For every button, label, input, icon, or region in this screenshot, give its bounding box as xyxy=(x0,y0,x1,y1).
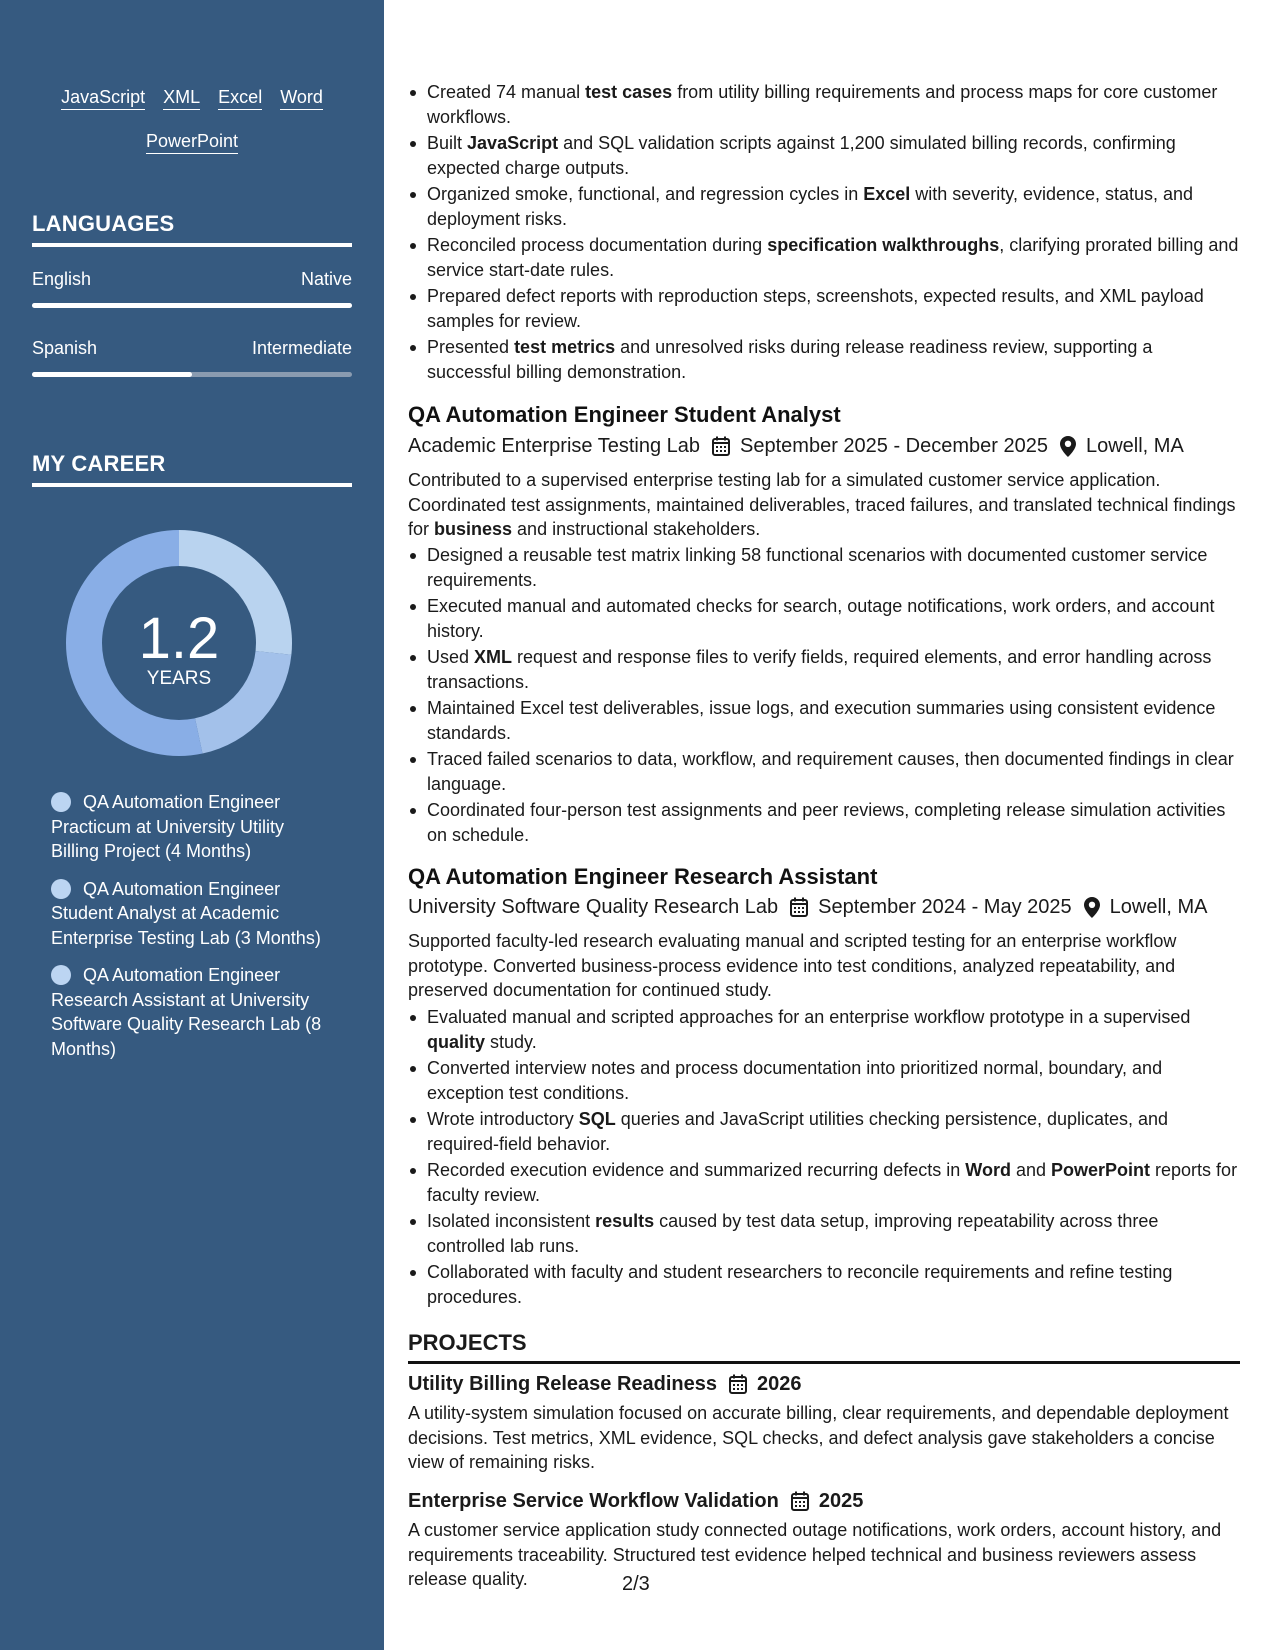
language-row xyxy=(32,337,352,377)
job-dates: September 2024 - May 2025 xyxy=(818,896,1072,918)
skill-link[interactable]: PowerPoint xyxy=(146,130,238,154)
skills-list xyxy=(32,86,352,154)
list-item: Executed manual and automated checks for search, outage notifications, work orders, and account history. xyxy=(408,594,1240,643)
intro-bullet-list xyxy=(408,80,1240,386)
list-item: Maintained Excel test deliverables, issue logs, and execution summaries using consistent evidence standards. xyxy=(408,696,1240,745)
calendar-icon xyxy=(790,897,808,917)
job-dates: September 2025 - December 2025 xyxy=(740,435,1048,457)
language-bar-fill xyxy=(32,303,352,308)
list-item: Prepared defect reports with reproduction steps, screenshots, expected results, and XML payload samples for review. xyxy=(408,284,1240,333)
calendar-icon xyxy=(791,1491,809,1511)
career-years-unit: YEARS xyxy=(146,668,212,689)
project-year: 2026 xyxy=(757,1373,802,1395)
list-item: Created 74 manual test cases from utility billing requirements and process maps for core customer workflows. xyxy=(408,80,1240,129)
page-number: 2/3 xyxy=(622,1573,650,1595)
bullet-dot-icon xyxy=(51,879,71,899)
list-item: Designed a reusable test matrix linking 58 functional scenarios with documented customer service requirements. xyxy=(408,543,1240,592)
list-item: Traced failed scenarios to data, workflow, and requirement causes, then documented findings in clear language. xyxy=(408,747,1240,796)
job-organization: Academic Enterprise Testing Lab xyxy=(408,435,701,457)
location-pin-icon xyxy=(1060,436,1076,457)
skill-link[interactable]: JavaScript xyxy=(61,86,145,110)
project-description: A customer service application study connected outage notifications, work orders, account history, and requirements traceability. Structured test evidence helped technical and business reviewers assess release quality. xyxy=(408,1520,1222,1589)
list-item: Coordinated four-person test assignments and peer reviews, completing release simulation activities on schedule. xyxy=(408,798,1240,847)
bullet-dot-icon xyxy=(51,792,71,812)
language-name: English xyxy=(32,269,92,289)
bullet-dot-icon xyxy=(51,965,71,985)
project-title: Utility Billing Release Readiness 2026 xyxy=(408,1373,802,1395)
languages-heading: LANGUAGES xyxy=(32,211,352,247)
list-item: Recorded execution evidence and summarized recurring defects in Word and PowerPoint reports for faculty review. xyxy=(408,1158,1240,1207)
list-item: Used XML request and response files to verify fields, required elements, and error handling across transactions. xyxy=(408,645,1240,694)
job-location: Lowell, MA xyxy=(1109,896,1208,918)
project-description: A utility-system simulation focused on accurate billing, clear requirements, and dependable deployment decisions. Test metrics, XML evidence, SQL checks, and defect analysis gave stakeholders a concise view of remaining risks. xyxy=(408,1403,1229,1472)
career-item: QA Automation Engineer Research Assistant at University Software Quality Research Lab (8 Months) xyxy=(51,965,322,1059)
project-title: Enterprise Service Workflow Validation 2025 xyxy=(408,1490,864,1512)
job-bullet-list xyxy=(408,543,1240,849)
list-item: Built JavaScript and SQL validation scripts against 1,200 simulated billing records, confirming expected charge outputs. xyxy=(408,131,1240,180)
skill-link[interactable]: Excel xyxy=(218,86,262,110)
language-level: Intermediate xyxy=(251,338,352,358)
job-summary: Supported faculty-led research evaluating manual and scripted testing for an enterprise workflow prototype. Converted business-process evidence into test conditions, analyzed repeatability, and preserved documentation for continued study. xyxy=(408,931,1177,1000)
job-title: QA Automation Engineer Research Assistant xyxy=(408,864,878,889)
job-meta xyxy=(408,894,1240,920)
career-heading: MY CAREER xyxy=(32,451,352,487)
projects-heading: PROJECTS xyxy=(408,1329,1240,1364)
language-bar-fill xyxy=(32,372,192,377)
language-bar xyxy=(32,303,352,308)
calendar-icon xyxy=(729,1374,747,1394)
calendar-icon xyxy=(712,436,730,456)
project-year: 2025 xyxy=(818,1490,864,1512)
career-list xyxy=(51,790,331,1074)
job-organization: University Software Quality Research Lab xyxy=(408,896,779,918)
career-donut-chart xyxy=(66,530,292,756)
sidebar xyxy=(0,0,384,1650)
list-item: Evaluated manual and scripted approaches for an enterprise workflow prototype in a supervised quality study. xyxy=(408,1005,1240,1054)
list-item: Reconciled process documentation during specification walkthroughs, clarifying prorated billing and service start-date rules. xyxy=(408,233,1240,282)
job-title: QA Automation Engineer Student Analyst xyxy=(408,402,841,427)
job-summary: Contributed to a supervised enterprise testing lab for a simulated customer service application. Coordinated test assignments, maintained deliverables, traced failures, and translated technical findings for business and instructional stakeholders. xyxy=(408,470,1236,539)
language-bar xyxy=(32,372,352,377)
career-item: QA Automation Engineer Student Analyst at Academic Enterprise Testing Lab (3 Months) xyxy=(51,878,321,948)
language-name: Spanish xyxy=(32,338,98,358)
list-item: Organized smoke, functional, and regression cycles in Excel with severity, evidence, status, and deployment risks. xyxy=(408,182,1240,231)
list-item: Presented test metrics and unresolved risks during release readiness review, supporting a successful billing demonstration. xyxy=(408,335,1240,384)
list-item: Collaborated with faculty and student researchers to reconcile requirements and refine testing procedures. xyxy=(408,1260,1240,1309)
list-item: Wrote introductory SQL queries and JavaScript utilities checking persistence, duplicates, and required-field behavior. xyxy=(408,1107,1240,1156)
language-level: Native xyxy=(300,269,352,289)
job-bullet-list xyxy=(408,1005,1240,1311)
job-meta xyxy=(408,433,1240,459)
career-item: QA Automation Engineer Practicum at University Utility Billing Project (4 Months) xyxy=(51,792,285,861)
skill-link[interactable]: XML xyxy=(163,86,200,110)
language-row xyxy=(32,268,352,308)
list-item: Converted interview notes and process documentation into prioritized normal, boundary, and exception test conditions. xyxy=(408,1056,1240,1105)
location-pin-icon xyxy=(1084,897,1100,918)
job-location: Lowell, MA xyxy=(1085,435,1184,457)
list-item: Isolated inconsistent results caused by test data setup, improving repeatability across three controlled lab runs. xyxy=(408,1209,1240,1258)
career-years-value: 1.2 xyxy=(138,606,220,671)
skill-link[interactable]: Word xyxy=(280,86,323,110)
